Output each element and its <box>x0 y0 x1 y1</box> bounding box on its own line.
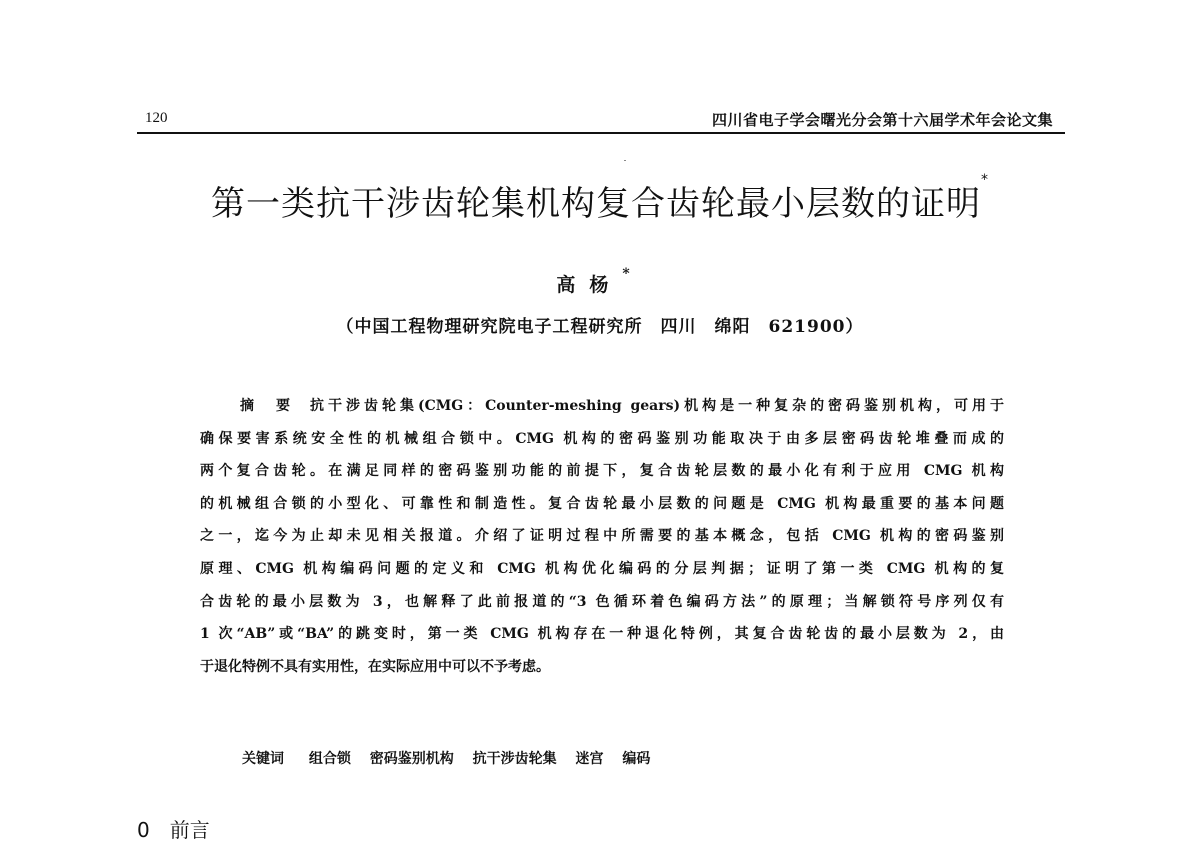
author <box>0 266 1200 297</box>
abstract-label: 摘 要 <box>240 398 294 414</box>
journal-title: 四川省电子学会曙光分会第十六届学术年会论文集 <box>711 111 1053 129</box>
abstract-line: 合齿轮的最小层数为 3，也解释了此前报道的“3 色循环着色编码方法”的原理；当解锁符号序列仅有 <box>200 593 1004 610</box>
keyword: 密码鉴别机构 <box>369 751 454 767</box>
section-title: 前言 <box>169 818 210 842</box>
abstract-line: 于退化特例不具有实用性，在实际应用中可以不予考虑。 <box>200 658 550 675</box>
abstract-line: 确保要害系统安全性的机械组合锁中。CMG 机构的密码鉴别功能取决于由多层密码齿轮堆叠而成的 <box>200 430 1004 447</box>
abstract-line: 两个复合齿轮。在满足同样的密码鉴别功能的前提下，复合齿轮层数的最小化有利于应用 CMG 机构 <box>200 463 1004 480</box>
running-header <box>137 108 1065 134</box>
author-name: 高杨 <box>556 274 623 296</box>
keyword: 编码 <box>622 751 651 767</box>
abstract-line-text: 抗干涉齿轮集(CMG：Counter-meshing gears)机构是一种复杂的密码鉴别机构，可用于 <box>309 398 1004 414</box>
section-number: 0 <box>137 818 150 842</box>
abstract-line: 的机械组合锁的小型化、可靠性和制造性。复合齿轮最小层数的问题是 CMG 机构最重要的基本问题 <box>200 495 1004 512</box>
abstract <box>200 390 1004 683</box>
keyword: 迷宫 <box>575 751 604 767</box>
paper-title <box>0 172 1200 225</box>
keyword: 组合锁 <box>308 751 351 767</box>
affiliation: （中国工程物理研究院电子工程研究所 四川 绵阳 621900） <box>336 317 864 337</box>
scan-speck <box>624 160 626 161</box>
abstract-line <box>200 390 1004 423</box>
paper-title-text: 第一类抗干涉齿轮集机构复合齿轮最小层数的证明 <box>211 184 981 224</box>
keywords-label: 关键词 <box>242 751 284 767</box>
page-number: 120 <box>145 110 168 126</box>
abstract-line: 原理、CMG 机构编码问题的定义和 CMG 机构优化编码的分层判据；证明了第一类 CMG 机构的复 <box>200 560 1004 577</box>
keyword: 抗干涉齿轮集 <box>472 751 557 767</box>
keywords <box>242 748 664 768</box>
author-footnote-mark: * <box>622 266 644 282</box>
abstract-line: 1 次“AB”或“BA”的跳变时，第一类 CMG 机构存在一种退化特例，其复合齿轮齿的最小层数为 2，由 <box>200 626 1004 643</box>
abstract-line: 之一，迄今为止却未见相关报道。介绍了证明过程中所需要的基本概念，包括 CMG 机构的密码鉴别 <box>200 528 1004 545</box>
title-footnote-mark: * <box>981 172 989 188</box>
